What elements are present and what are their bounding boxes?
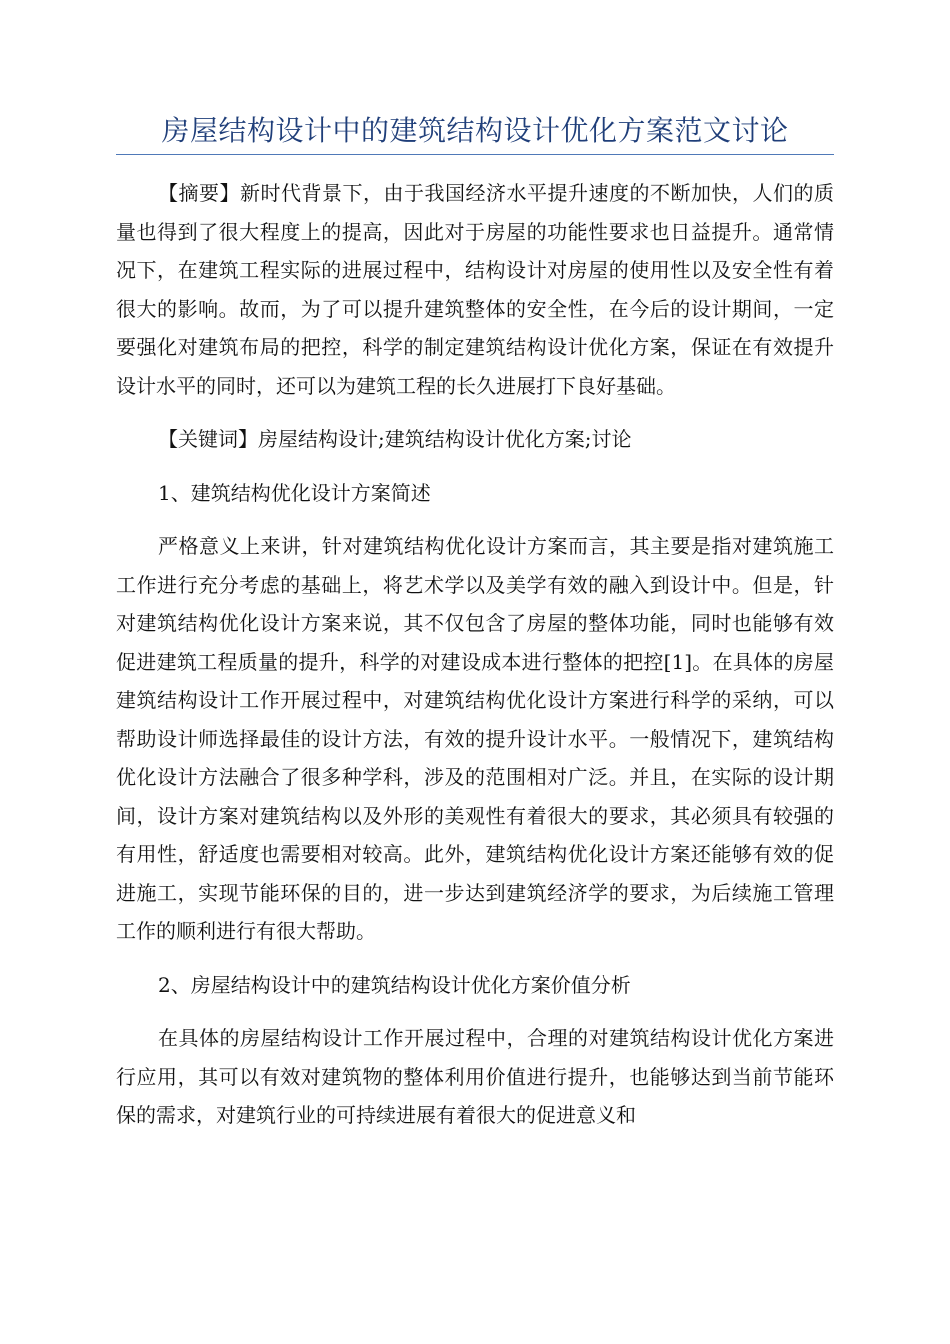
- section-2-paragraph: 在具体的房屋结构设计工作开展过程中，合理的对建筑结构设计优化方案进行应用，其可以有效对建筑物的整体利用价值进行提升，也能够达到当前节能环保的需求，对建筑行业的可持续进展有着很大的促进意义和: [116, 1026, 834, 1127]
- keywords-paragraph: 【关键词】房屋结构设计;建筑结构设计优化方案;讨论: [158, 427, 632, 451]
- document-body: [116, 174, 834, 1135]
- abstract-paragraph: 【摘要】新时代背景下，由于我国经济水平提升速度的不断加快，人们的质量也得到了很大程度上的提高，因此对于房屋的功能性要求也日益提升。通常情况下，在建筑工程实际的进展过程中，结构设计对房屋的使用性以及安全性有着很大的影响。故而，为了可以提升建筑整体的安全性，在今后的设计期间，一定要强化对建筑布局的把控，科学的制定建筑结构设计优化方案，保证在有效提升设计水平的同时，还可以为建筑工程的长久进展打下良好基础。: [116, 181, 834, 398]
- paragraph-spacer: [116, 512, 834, 527]
- paragraph-spacer: [116, 459, 834, 474]
- section-heading-2: 2、房屋结构设计中的建筑结构设计优化方案价值分析: [158, 972, 631, 997]
- paragraph-spacer: [116, 1004, 834, 1019]
- paragraph-spacer: [116, 951, 834, 966]
- document-title: 房屋结构设计中的建筑结构设计优化方案范文讨论: [161, 114, 789, 147]
- section-heading-1: 1、建筑结构优化设计方案简述: [158, 480, 431, 505]
- title-underline: [116, 154, 834, 155]
- paragraph-spacer: [116, 405, 834, 420]
- section-1-paragraph: 严格意义上来讲，针对建筑结构优化设计方案而言，其主要是指对建筑施工工作进行充分考虑的基础上，将艺术学以及美学有效的融入到设计中。但是，针对建筑结构优化设计方案来说，其不仅包含了房屋的整体功能，同时也能够有效促进建筑工程质量的提升，科学的对建设成本进行整体的把控[1]。在具体的房屋建筑结构设计工作开展过程中，对建筑结构优化设计方案进行科学的采纳，可以帮助设计师选择最佳的设计方法，有效的提升设计水平。一般情况下，建筑结构优化设计方法融合了很多种学科，涉及的范围相对广泛。并且，在实际的设计期间，设计方案对建筑结构以及外形的美观性有着很大的要求，其必须具有较强的有用性，舒适度也需要相对较高。此外，建筑结构优化设计方案还能够有效的促进施工，实现节能环保的目的，进一步达到建筑经济学的要求，为后续施工管理工作的顺利进行有很大帮助。: [116, 534, 834, 943]
